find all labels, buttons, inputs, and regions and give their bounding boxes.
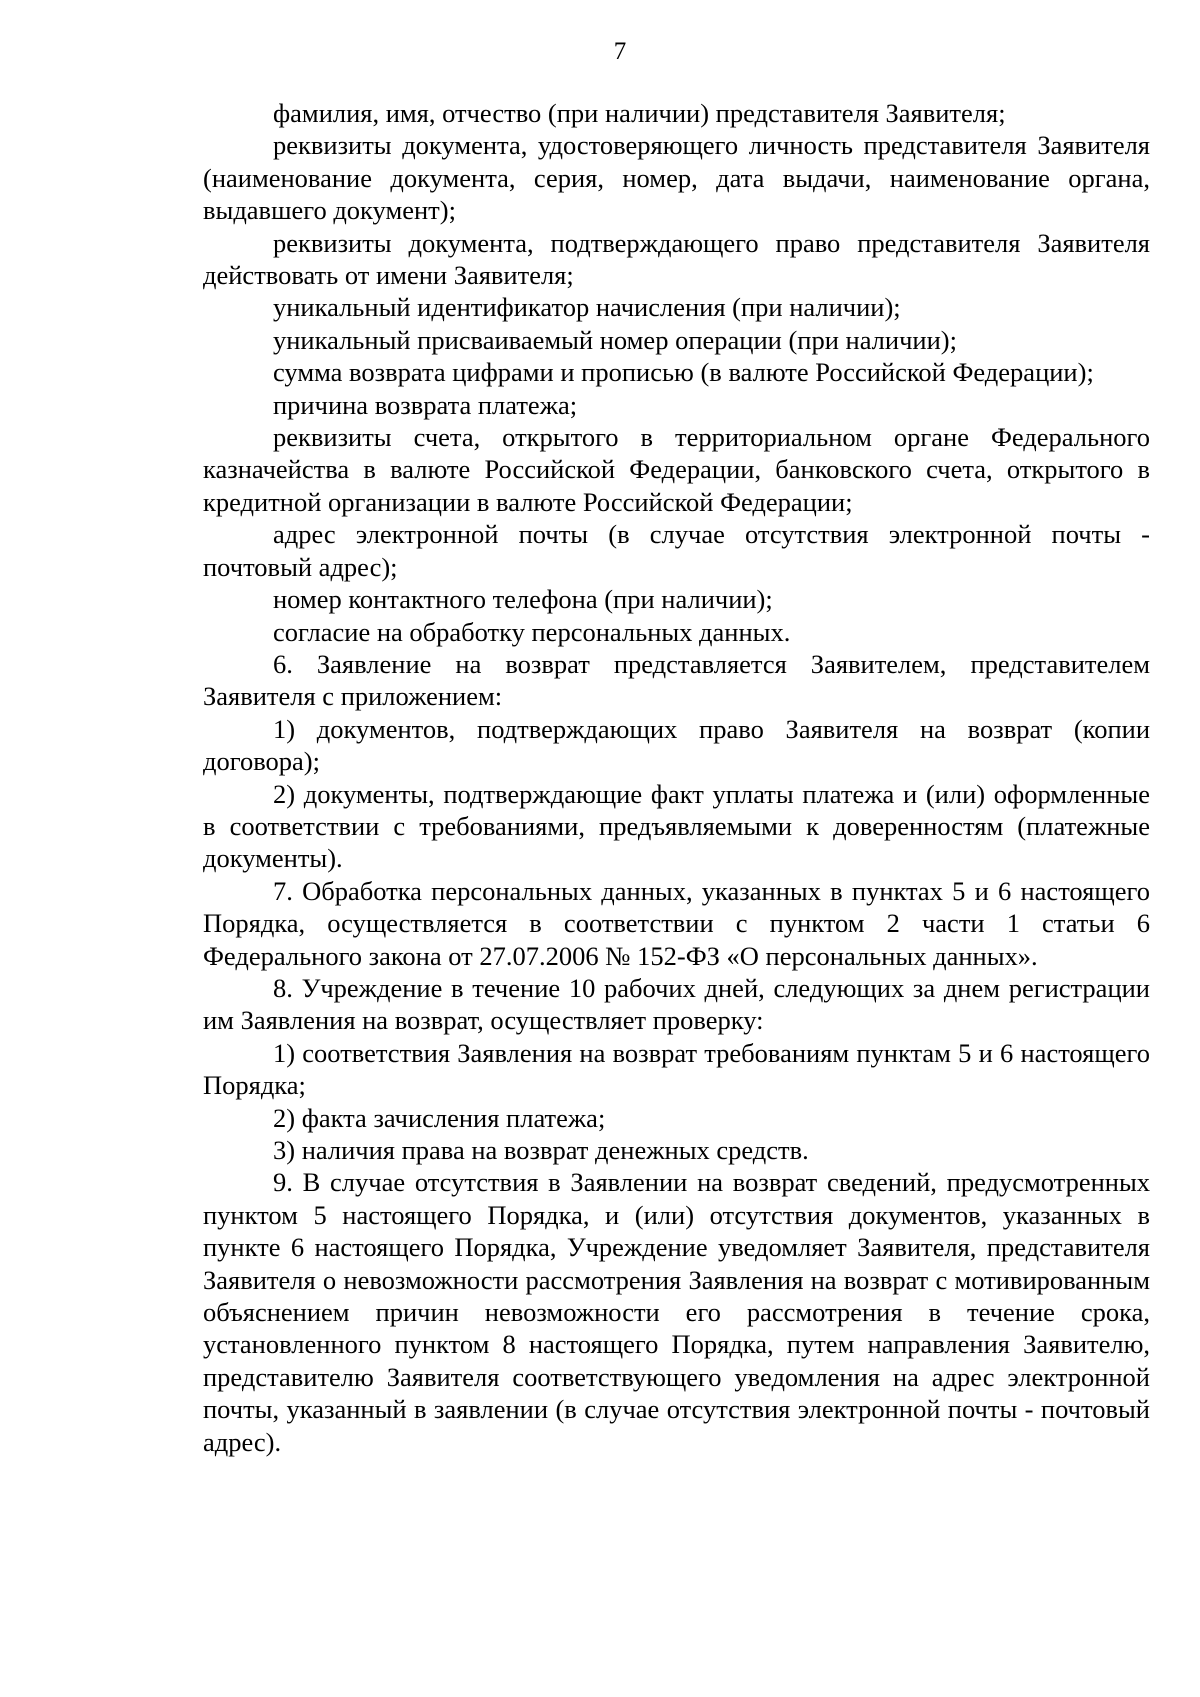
paragraph-section-6: 6. Заявление на возврат представляется Заявителем, представителем Заявителя с приложением: (203, 648, 1150, 712)
document-body (203, 97, 1150, 1458)
paragraph-section-6-item-2: 2) документы, подтверждающие факт уплаты платежа и (или) оформленные в соответствии с требованиями, предъявляемыми к доверенностям (платежные документы). (203, 778, 1150, 874)
paragraph-operation-number: уникальный присваиваемый номер операции (при наличии); (273, 324, 957, 355)
paragraph-section-8-item-1: 1) соответствия Заявления на возврат требованиям пунктам 5 и 6 настоящего Порядка; (203, 1037, 1150, 1101)
paragraph-representative-id-document: реквизиты документа, удостоверяющего личность представителя Заявителя (наименование документа, серия, номер, дата выдачи, наименование органа, выдавшего документ); (203, 130, 1150, 226)
paragraph-section-6-item-1: 1) документов, подтверждающих право Заявителя на возврат (копии договора); (203, 713, 1150, 777)
paragraph-phone-number: номер контактного телефона (при наличии); (273, 584, 773, 615)
paragraph-refund-reason: причина возврата платежа; (273, 389, 578, 420)
page-number: 7 (613, 38, 627, 65)
paragraph-charge-identifier: уникальный идентификатор начисления (при наличии); (273, 292, 901, 323)
paragraph-section-7: 7. Обработка персональных данных, указанных в пунктах 5 и 6 настоящего Порядка, осуществляется в соответствии с пунктом 2 части 1 статьи 6 Федерального закона от 27.07.2006 № 152-ФЗ «О персональных данных». (203, 875, 1150, 971)
paragraph-representative-name: фамилия, имя, отчество (при наличии) представителя Заявителя; (273, 98, 1006, 128)
paragraph-section-9: 9. В случае отсутствия в Заявлении на возврат сведений, предусмотренных пунктом 5 настоящего Порядка, и (или) отсутствия документов, указанных в пункте 6 настоящего Порядка, Учреждение уведомляет Заявителя, представителя Заявителя о невозможности рассмотрения Заявления на возврат с мотивированным объяснением причин невозможности его рассмотрения в течение срока, установленного пунктом 8 настоящего Порядка, путем направления Заявителю, представителю Заявителя соответствующего уведомления на адрес электронной почты, указанный в заявлении (в случае отсутствия электронной почты - почтовый адрес). (203, 1167, 1150, 1457)
paragraph-data-consent: согласие на обработку персональных данных. (273, 616, 791, 647)
paragraph-section-8-item-2: 2) факта зачисления платежа; (273, 1102, 606, 1133)
paragraph-representative-authority: реквизиты документа, подтверждающего право представителя Заявителя действовать от имени Заявителя; (203, 227, 1150, 291)
paragraph-email-address: адрес электронной почты (в случае отсутствия электронной почты - почтовый адрес); (203, 519, 1150, 582)
paragraph-section-8: 8. Учреждение в течение 10 рабочих дней, следующих за днем регистрации им Заявления на возврат, осуществляет проверку: (203, 972, 1150, 1036)
paragraph-refund-amount: сумма возврата цифрами и прописью (в валюте Российской Федерации); (273, 357, 1094, 388)
paragraph-account-details: реквизиты счета, открытого в территориальном органе Федерального казначейства в валюте Российской Федерации, банковского счета, открытого в кредитной организации в валюте Российской Федерации; (203, 422, 1150, 517)
paragraph-section-8-item-3: 3) наличия права на возврат денежных средств. (273, 1135, 809, 1165)
